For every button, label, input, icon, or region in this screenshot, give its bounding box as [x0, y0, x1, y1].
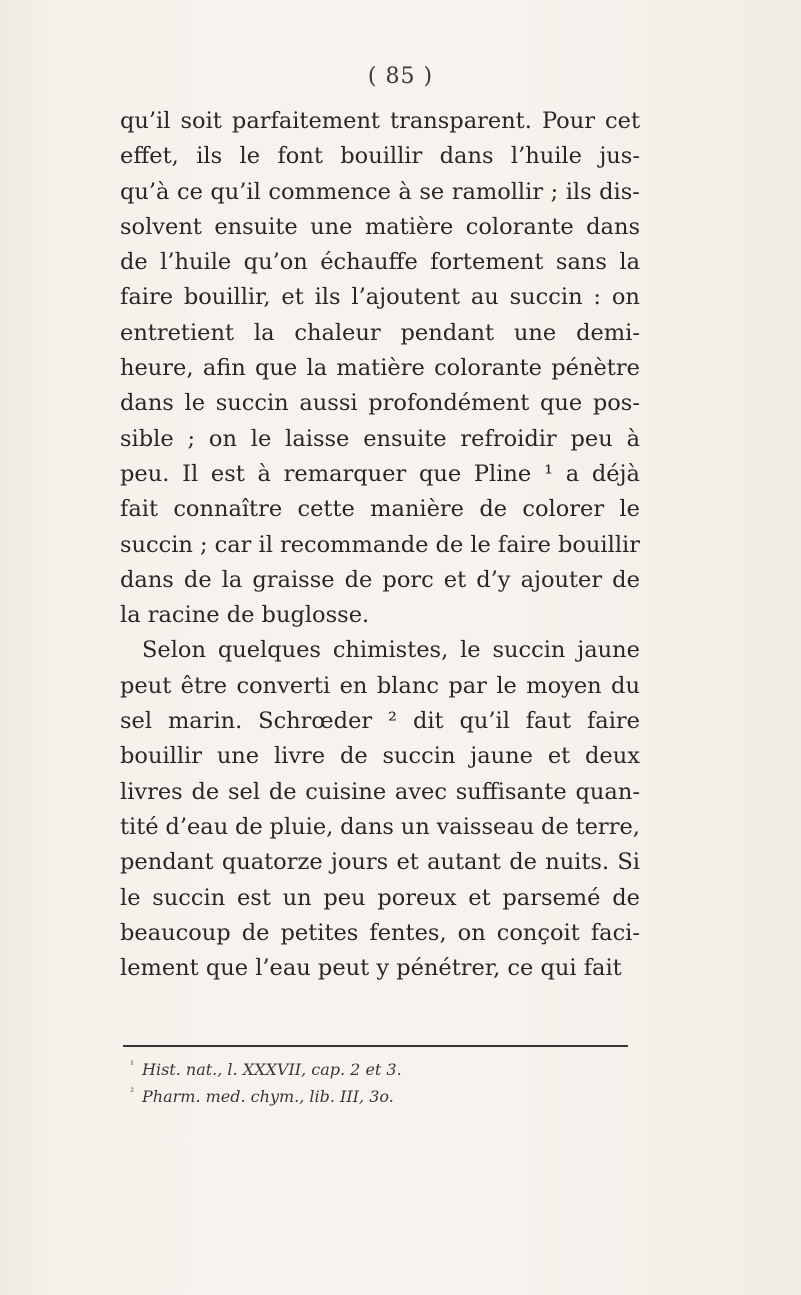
footnote-mark: ¹ [130, 1060, 135, 1071]
text-line: heure, afin que la matière colorante pénètre [120, 355, 640, 382]
text-line: le succin est un peu poreux et parsemé de [120, 884, 640, 911]
footnote-text: Pharm. med. chym., lib. III, 3o. [142, 1087, 394, 1106]
text-line: tité d’eau de pluie, dans un vaisseau de terre, [120, 813, 640, 840]
footnote-mark: ² [130, 1087, 135, 1098]
text-line: pendant quatorze jours et autant de nuits. Si [120, 849, 640, 876]
text-line: peut être converti en blanc par le moyen du [120, 672, 640, 699]
body-text [120, 104, 640, 986]
text-line: fait connaître cette manière de colorer le [120, 496, 640, 523]
text-line: effet, ils le font bouillir dans l’huile jus- [120, 143, 640, 170]
footnote-rule [123, 1045, 628, 1047]
footnote-1 [130, 1052, 610, 1079]
text-line: Selon quelques chimistes, le succin jaune [142, 637, 640, 664]
text-line: livres de sel de cuisine avec suffisante quan- [120, 778, 640, 805]
text-line: sel marin. Schrœder ² dit qu’il faut faire [120, 708, 640, 735]
text-line: succin ; car il recommande de le faire bouillir [120, 531, 640, 558]
text-line: entretient la chaleur pendant une demi- [120, 319, 640, 346]
footnote-text: Hist. nat., l. XXXVII, cap. 2 et 3. [142, 1060, 402, 1079]
text-line: solvent ensuite une matière colorante dans [120, 213, 640, 240]
text-line: de l’huile qu’on échauffe fortement sans la [120, 249, 640, 276]
text-line: dans le succin aussi profondément que pos- [120, 390, 640, 417]
text-line: qu’à ce qu’il commence à se ramollir ; ils dis- [120, 178, 640, 205]
text-line: qu’il soit parfaitement transparent. Pour cet [120, 108, 640, 134]
text-line: bouillir une livre de succin jaune et deux [120, 743, 640, 770]
text-line: beaucoup de petites fentes, on conçoit faci- [120, 919, 640, 946]
page-number: ( 85 ) [367, 64, 434, 89]
text-line: lement que l’eau peut y pénétrer, ce qui fait [120, 955, 622, 982]
text-line: dans de la graisse de porc et d’y ajouter de [120, 566, 640, 593]
text-line: faire bouillir, et ils l’ajoutent au succin : on [120, 284, 640, 311]
footnotes [130, 1052, 610, 1106]
text-line: peu. Il est à remarquer que Pline ¹ a déjà [120, 460, 640, 487]
footnote-2 [130, 1079, 610, 1106]
text-line: sible ; on le laisse ensuite refroidir peu à [120, 425, 640, 452]
text-line: la racine de buglosse. [120, 602, 370, 629]
